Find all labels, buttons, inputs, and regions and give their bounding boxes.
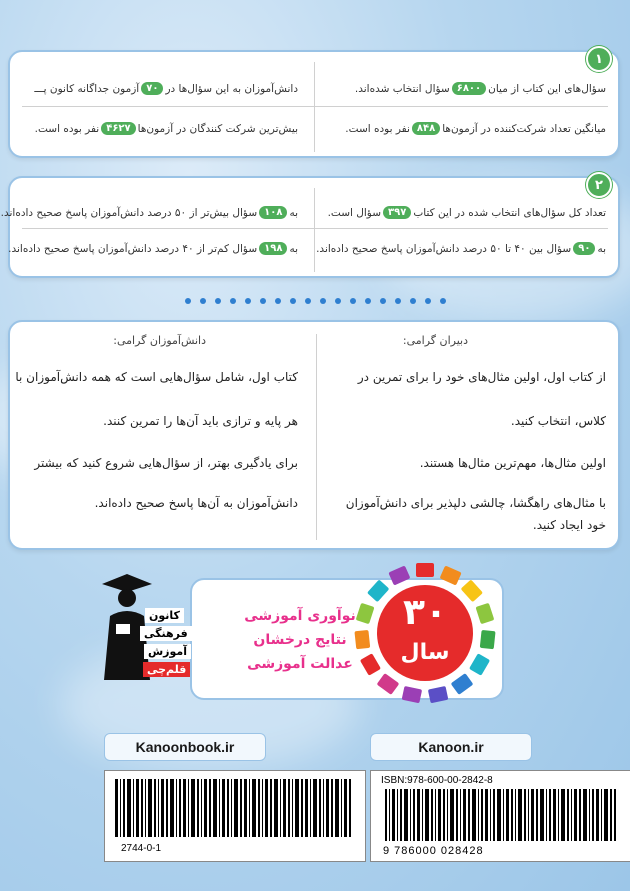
- dot: [335, 298, 341, 304]
- section-number-badge: ۲: [586, 172, 612, 198]
- stat-value-pill: ۸۴۸: [412, 122, 440, 135]
- dot: [230, 298, 236, 304]
- teachers-line: خود ایجاد کنید.: [532, 518, 606, 532]
- dot: [260, 298, 266, 304]
- stat-text: نفر بوده است.: [34, 122, 100, 135]
- stat-text: بیش‌ترین شرکت کنندگان در آزمون‌ها: [137, 122, 298, 135]
- anniversary-word: سال: [400, 640, 450, 665]
- students-line: دانش‌آموزان به آن‌ها پاسخ صحیح داده‌اند.: [94, 496, 298, 510]
- stat-value-pill: ۱۰۸: [259, 206, 287, 219]
- dot: [410, 298, 416, 304]
- stats-card-2: [0, 176, 620, 278]
- barcode-left: [104, 770, 366, 862]
- dot: [440, 298, 446, 304]
- stat-value-pill: ۱۹۸: [259, 242, 287, 255]
- stat-row: [345, 122, 606, 135]
- logo-line-3: آموزش: [144, 644, 191, 659]
- stat-row: [355, 82, 606, 95]
- students-line: کتاب اول، شامل سؤال‌هایی است که همه دانش‌آموزان با: [15, 370, 298, 384]
- stat-row: [35, 122, 298, 135]
- dot: [215, 298, 221, 304]
- ean-text: 9 786000 028428: [383, 845, 484, 857]
- stat-text: به: [289, 242, 298, 255]
- stat-value-pill: ۷۰: [141, 82, 163, 95]
- dot: [380, 298, 386, 304]
- dot: [290, 298, 296, 304]
- row-divider: [22, 106, 608, 107]
- stat-value-pill: ۳۹۷: [383, 206, 411, 219]
- dot: [200, 298, 206, 304]
- dot: [350, 298, 356, 304]
- row-divider: [22, 228, 608, 229]
- stat-value-pill: ۴۶۲۷: [101, 122, 135, 135]
- dot: [320, 298, 326, 304]
- stat-row: [316, 242, 606, 255]
- barcode-bars-icon: [115, 779, 355, 837]
- stat-text: سؤال بیش‌تر از ۵۰ درصد دانش‌آموزان پاسخ صحیح داده‌اند.: [0, 206, 258, 219]
- logo-line-4: قلم‌چی: [143, 662, 190, 677]
- link-kanoon[interactable]: Kanoon.ir: [370, 733, 532, 761]
- slogan-justice: عدالت آموزشی: [247, 656, 353, 672]
- dot: [185, 298, 191, 304]
- stat-row: [1, 206, 298, 219]
- students-line: هر پایه و ترازی باید آن‌ها را تمرین کنند.: [103, 414, 298, 428]
- stat-text: میانگین تعداد شرکت‌کننده در آزمون‌ها: [442, 122, 606, 135]
- dotted-separator: [0, 298, 630, 304]
- stats-card-1: [8, 50, 620, 158]
- column-divider: [314, 188, 315, 272]
- stat-value-pill: ۶۸۰۰: [452, 82, 486, 95]
- teachers-line: اولین مثال‌ها، مهم‌ترین مثال‌ها هستند.: [419, 456, 606, 470]
- stat-row: [8, 242, 298, 255]
- barcode-left-code: 2744-0-1: [121, 843, 162, 854]
- slogan-innovation: نوآوری آموزشی: [244, 608, 356, 624]
- stat-row: [328, 206, 606, 219]
- stat-text: سؤال‌های این کتاب از میان: [488, 82, 606, 95]
- dot: [245, 298, 251, 304]
- isbn-barcode-bars-icon: [385, 789, 617, 841]
- dot: [425, 298, 431, 304]
- students-line: برای یادگیری بهتر، از سؤال‌هایی شروع کنید که بیشتر: [34, 456, 298, 470]
- stat-text: به: [597, 242, 606, 255]
- stat-text: به: [289, 206, 298, 219]
- dot: [365, 298, 371, 304]
- students-title: دانش‌آموزان گرامی:: [113, 334, 206, 347]
- logo-line-1: کانون: [145, 608, 184, 623]
- stat-text: آزمون جداگانه کانون پـــ: [34, 82, 140, 95]
- stat-text: سؤال بین ۴۰ تا ۵۰ درصد دانش‌آموزان پاسخ صحیح داده‌اند.: [316, 242, 572, 255]
- slogan-results: نتایج درخشان: [253, 632, 347, 648]
- teachers-line: از کتاب اول، اولین مثال‌های خود را برای تمرین در: [357, 370, 606, 384]
- link-kanoonbook[interactable]: Kanoonbook.ir: [104, 733, 266, 761]
- stat-row: [34, 82, 298, 95]
- advice-card: [8, 320, 620, 550]
- dot: [275, 298, 281, 304]
- anniversary-number: ۳۰: [403, 592, 447, 633]
- column-divider: [314, 62, 315, 152]
- stat-text: سؤال انتخاب شده‌اند.: [354, 82, 450, 95]
- stat-value-pill: ۹۰: [573, 242, 595, 255]
- stat-text: تعداد کل سؤال‌های انتخاب شده در این کتاب: [413, 206, 606, 219]
- dot: [305, 298, 311, 304]
- isbn-text: ISBN:978-600-00-2842-8: [381, 775, 493, 786]
- column-divider: [316, 334, 317, 540]
- teachers-line: با مثال‌های راهگشا، چالشی دلپذیر برای دانش‌آموزان: [345, 496, 606, 510]
- section-number-badge: ۱: [586, 46, 612, 72]
- books-sunburst-icon: [350, 558, 500, 708]
- logo-line-2: فرهنگی: [140, 626, 192, 641]
- teachers-line: کلاس، انتخاب کنید.: [510, 414, 606, 428]
- stat-text: نفر بوده است.: [345, 122, 410, 135]
- stat-text: دانش‌آموزان به این سؤال‌ها در: [165, 82, 298, 95]
- stat-text: سؤال است.: [327, 206, 382, 219]
- stat-text: سؤال کم‌تر از ۴۰ درصد دانش‌آموزان پاسخ صحیح داده‌اند.: [8, 242, 258, 255]
- teachers-title: دبیران گرامی:: [402, 334, 468, 347]
- dot: [395, 298, 401, 304]
- barcode-isbn: [370, 770, 630, 862]
